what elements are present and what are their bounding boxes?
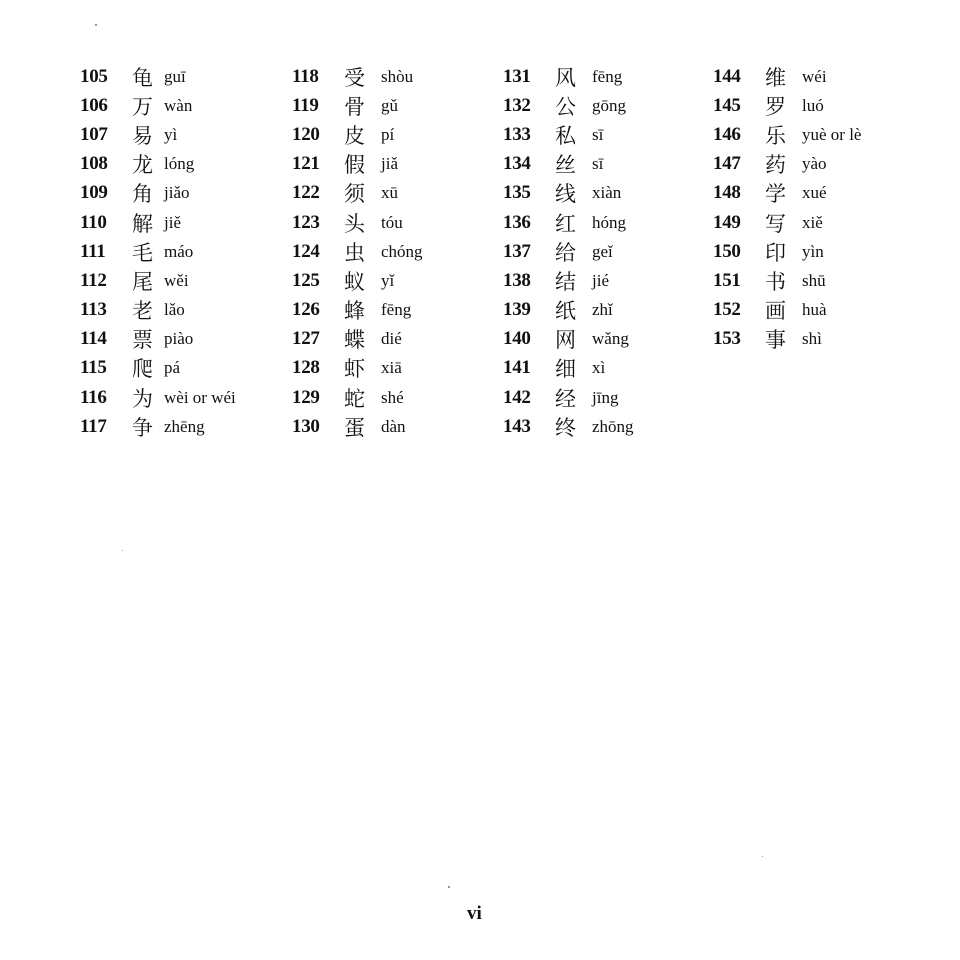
entry-character: 经 xyxy=(555,386,576,411)
entry-pinyin: xì xyxy=(592,358,606,378)
entry-pinyin: wéi xyxy=(802,66,827,86)
entry-pinyin: sī xyxy=(592,124,604,144)
entry-character: 为 xyxy=(132,386,153,411)
entry-pinyin: chóng xyxy=(381,241,423,261)
entry-number: 145 xyxy=(713,94,741,116)
entry-number: 131 xyxy=(503,65,531,87)
entry-character: 风 xyxy=(555,65,576,90)
entry-pinyin: xū xyxy=(381,183,398,203)
entry-number: 138 xyxy=(503,269,531,291)
entry-number: 111 xyxy=(80,240,106,262)
entry-pinyin: jiǎo xyxy=(164,183,190,203)
entry-number: 129 xyxy=(292,386,320,408)
entry-pinyin: geǐ xyxy=(592,241,613,261)
entry-character: 事 xyxy=(765,328,786,353)
entry-pinyin: xiā xyxy=(381,358,402,378)
entry-pinyin: yuè or lè xyxy=(802,124,862,144)
entry-pinyin: wèi or wéi xyxy=(164,387,236,407)
entry-character: 票 xyxy=(132,328,153,353)
entry-pinyin: xiě xyxy=(802,212,823,232)
entry-character: 蝶 xyxy=(344,328,365,353)
entry-number: 142 xyxy=(503,386,531,408)
entry-number: 153 xyxy=(713,328,741,350)
entry-number: 125 xyxy=(292,269,320,291)
entry-number: 106 xyxy=(80,94,108,116)
entry-character: 红 xyxy=(555,211,576,236)
entry-character: 蛋 xyxy=(344,415,365,440)
scan-speck xyxy=(448,886,450,888)
entry-pinyin: jiǎ xyxy=(381,154,398,174)
entry-pinyin: shū xyxy=(802,270,826,290)
entry-number: 133 xyxy=(503,123,531,145)
entry-character: 蛇 xyxy=(344,386,365,411)
entry-character: 终 xyxy=(555,415,576,440)
entry-pinyin: zhēng xyxy=(164,416,205,436)
entry-number: 124 xyxy=(292,240,320,262)
entry-number: 141 xyxy=(503,357,531,379)
entry-number: 148 xyxy=(713,182,741,204)
entry-character: 印 xyxy=(765,240,786,265)
entry-number: 122 xyxy=(292,182,320,204)
entry-number: 112 xyxy=(80,269,107,291)
entry-number: 135 xyxy=(503,182,531,204)
entry-number: 132 xyxy=(503,94,531,116)
entry-character: 纸 xyxy=(555,299,576,324)
entry-character: 药 xyxy=(765,153,786,178)
entry-character: 老 xyxy=(132,299,153,324)
entry-character: 角 xyxy=(132,182,153,207)
entry-character: 公 xyxy=(555,94,576,119)
entry-number: 119 xyxy=(292,94,319,116)
page-number: vi xyxy=(467,903,482,924)
entry-pinyin: gōng xyxy=(592,95,626,115)
entry-character: 写 xyxy=(765,211,786,236)
entry-pinyin: gǔ xyxy=(381,95,398,115)
entry-character: 结 xyxy=(555,269,576,294)
entry-number: 147 xyxy=(713,153,741,175)
entry-number: 150 xyxy=(713,240,741,262)
entry-number: 123 xyxy=(292,211,320,233)
entry-pinyin: wěi xyxy=(164,270,189,290)
entry-pinyin: piào xyxy=(164,329,194,349)
entry-number: 126 xyxy=(292,299,320,321)
entry-character: 虫 xyxy=(344,240,365,265)
entry-number: 134 xyxy=(503,153,531,175)
entry-pinyin: huà xyxy=(802,300,827,320)
entry-pinyin: jié xyxy=(592,270,609,290)
entry-pinyin: jiě xyxy=(164,212,181,232)
entry-number: 109 xyxy=(80,182,108,204)
entry-character: 毛 xyxy=(132,240,153,265)
entry-character: 网 xyxy=(555,328,576,353)
entry-character: 蜂 xyxy=(344,299,365,324)
entry-character: 头 xyxy=(344,211,365,236)
entry-character: 画 xyxy=(765,299,786,324)
entry-pinyin: zhōng xyxy=(592,416,634,436)
entry-number: 152 xyxy=(713,299,741,321)
entry-number: 136 xyxy=(503,211,531,233)
entry-number: 130 xyxy=(292,415,320,437)
entry-character: 皮 xyxy=(344,123,365,148)
entry-pinyin: máo xyxy=(164,241,194,261)
entry-pinyin: shì xyxy=(802,329,822,349)
entry-character: 爬 xyxy=(132,357,153,382)
entry-number: 117 xyxy=(80,415,107,437)
entry-pinyin: shé xyxy=(381,387,404,407)
entry-pinyin: luó xyxy=(802,95,824,115)
entry-pinyin: fēng xyxy=(381,300,412,320)
entry-pinyin: yìn xyxy=(802,241,824,261)
entry-pinyin: fēng xyxy=(592,66,623,86)
entry-character: 易 xyxy=(132,123,153,148)
entry-number: 146 xyxy=(713,123,741,145)
scan-speck xyxy=(762,856,763,857)
entry-pinyin: guī xyxy=(164,66,186,86)
entry-number: 115 xyxy=(80,357,107,379)
entry-number: 149 xyxy=(713,211,741,233)
entry-number: 151 xyxy=(713,269,741,291)
entry-character: 蚁 xyxy=(344,269,365,294)
entry-character: 受 xyxy=(344,65,365,90)
entry-character: 乐 xyxy=(765,123,786,148)
entry-pinyin: shòu xyxy=(381,66,414,86)
entry-number: 116 xyxy=(80,386,107,408)
entry-pinyin: yǐ xyxy=(381,270,395,290)
entry-character: 罗 xyxy=(765,94,786,119)
entry-character: 虾 xyxy=(344,357,365,382)
entry-number: 128 xyxy=(292,357,320,379)
entry-character: 须 xyxy=(344,182,365,207)
entry-number: 143 xyxy=(503,415,531,437)
entry-character: 线 xyxy=(555,182,576,207)
entry-character: 私 xyxy=(555,123,576,148)
entry-pinyin: lǎo xyxy=(164,300,185,320)
scan-speck xyxy=(95,24,97,26)
entry-number: 120 xyxy=(292,123,320,145)
entry-number: 108 xyxy=(80,153,108,175)
entry-character: 给 xyxy=(555,240,576,265)
entry-pinyin: xiàn xyxy=(592,183,622,203)
entry-character: 学 xyxy=(765,182,786,207)
entry-pinyin: dàn xyxy=(381,416,406,436)
entry-pinyin: zhǐ xyxy=(592,300,613,320)
entry-pinyin: tóu xyxy=(381,212,403,232)
entry-pinyin: yì xyxy=(164,124,178,144)
entry-number: 139 xyxy=(503,299,531,321)
entry-pinyin: lóng xyxy=(164,154,195,174)
entry-pinyin: yào xyxy=(802,154,827,174)
entry-character: 维 xyxy=(765,65,786,90)
entry-number: 127 xyxy=(292,328,320,350)
entry-pinyin: pí xyxy=(381,124,395,144)
entry-number: 113 xyxy=(80,299,107,321)
entry-character: 骨 xyxy=(344,94,365,119)
entry-pinyin: wǎng xyxy=(592,329,629,349)
entry-character: 假 xyxy=(344,153,365,178)
entry-pinyin: jīng xyxy=(592,387,619,407)
entry-character: 尾 xyxy=(132,269,153,294)
entry-character: 细 xyxy=(555,357,576,382)
entry-pinyin: wàn xyxy=(164,95,193,115)
entry-character: 丝 xyxy=(555,153,576,178)
entry-number: 137 xyxy=(503,240,531,262)
entry-number: 118 xyxy=(292,65,319,87)
entry-character: 争 xyxy=(132,415,153,440)
entry-character: 万 xyxy=(132,94,153,119)
entry-number: 107 xyxy=(80,123,108,145)
entry-number: 110 xyxy=(80,211,107,233)
entry-character: 龙 xyxy=(132,153,153,178)
entry-number: 105 xyxy=(80,65,108,87)
entry-pinyin: sī xyxy=(592,154,604,174)
entry-number: 121 xyxy=(292,153,320,175)
entry-character: 龟 xyxy=(132,65,153,90)
entry-pinyin: pá xyxy=(164,358,181,378)
entry-pinyin: hóng xyxy=(592,212,626,232)
scan-speck xyxy=(122,550,123,551)
entry-character: 解 xyxy=(132,211,153,236)
entry-character: 书 xyxy=(765,269,786,294)
entry-pinyin: dié xyxy=(381,329,402,349)
entry-pinyin: xué xyxy=(802,183,827,203)
entry-number: 114 xyxy=(80,328,107,350)
entry-number: 144 xyxy=(713,65,741,87)
entry-number: 140 xyxy=(503,328,531,350)
